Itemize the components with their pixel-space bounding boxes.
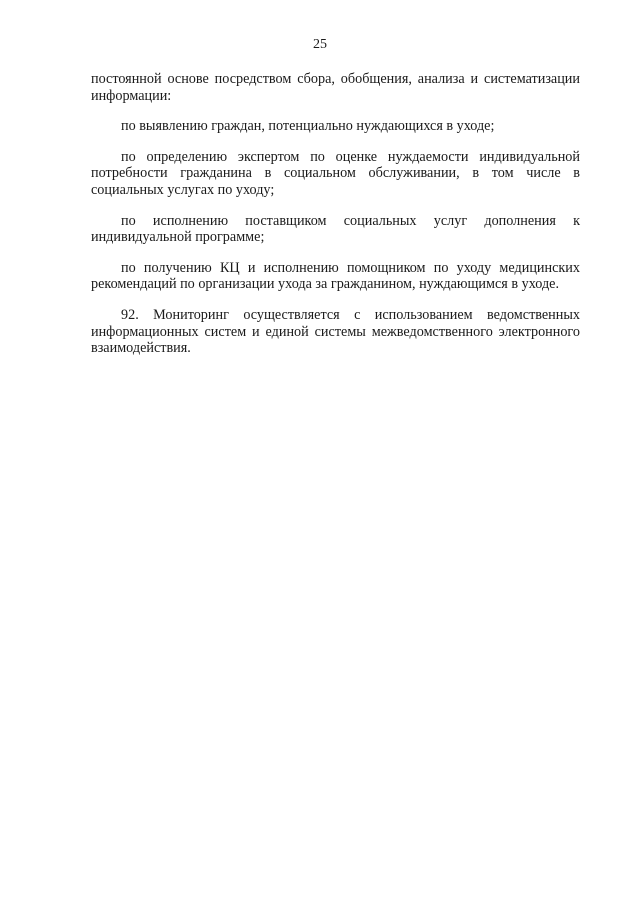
paragraph-expert-assessment: по определению экспертом по оценке нуждаемости индивидуальной потребности гражданина в социальном обслуживании, в том числе в социальных услугах по уходу; (91, 148, 580, 198)
paragraph-provider-execution: по исполнению поставщиком социальных услуг дополнения к индивидуальной программе; (91, 212, 580, 246)
paragraph-medical-recommendations: по получению КЦ и исполнению помощником по уходу медицинских рекомендаций по организации ухода за гражданином, нуждающимся в уходе. (91, 259, 580, 293)
paragraph-continuation: постоянной основе посредством сбора, обобщения, анализа и систематизации информации: (91, 71, 580, 104)
document-body (91, 71, 580, 371)
page-number: 25 (313, 37, 327, 52)
paragraph-monitoring-92: 92. Мониторинг осуществляется с использованием ведомственных информационных систем и единой системы межведомственного электронного взаимодействия. (91, 306, 580, 357)
paragraph-identification: по выявлению граждан, потенциально нуждающихся в уходе; (121, 118, 495, 135)
